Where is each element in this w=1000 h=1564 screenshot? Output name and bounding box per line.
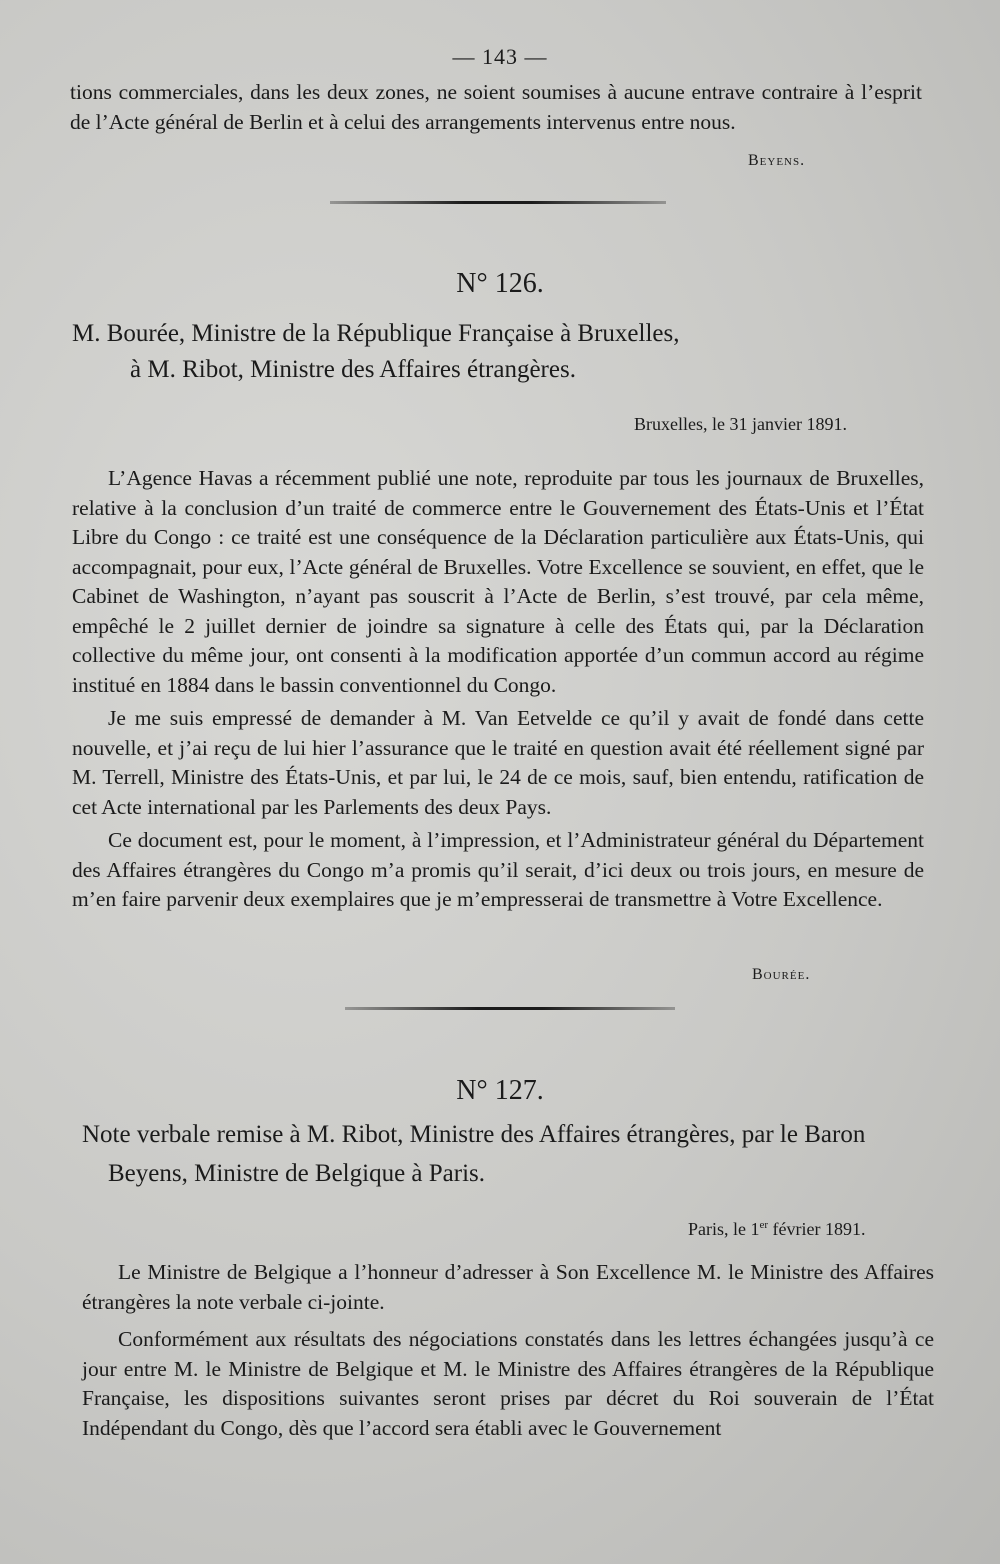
doc-126-paragraph-2: Je me suis empressé de demander à M. Van Eetvelde ce qu’il y avait de fondé dans cette nouvelle, et j’ai reçu de lui hier l’assurance que le traité en question avait été réellement signé par M. Terrell, Ministre des États-Unis, et par lui, le 24 de ce mois, sauf, bien entendu, ratification de cet Acte international par les Parlements des deux Pays. xyxy=(72,706,924,819)
doc-127-dateline xyxy=(688,1219,866,1240)
doc-126-paragraph-1: L’Agence Havas a récemment publié une note, reproduite par tous les journaux de Bruxelles, relative à la conclusion d’un traité de commerce entre le Gouvernement des États-Unis et l’État Libre du Congo : ce traité est une conséquence de la Déclaration particulière aux États-Unis, qui accompagnait, pour eux, l’Acte général de Bruxelles. Votre Excellence se souvient, en effet, que le Cabinet de Washington, n’ayant pas souscrit à l’Acte de Berlin, s’est trouvé, par cela même, empêché le 2 juillet dernier de joindre sa signature à celle des États qui, par la Déclaration collective du même jour, ont consenti à la modification apportée d’un commun accord au régime institué en 1884 dans le bassin conventionnel du Congo. xyxy=(72,466,924,697)
section-divider xyxy=(330,201,666,204)
page-number: — 143 — xyxy=(452,44,548,69)
doc-126-body xyxy=(72,464,924,915)
doc-127-body xyxy=(82,1258,934,1443)
doc-127-dateline-post: février 1891. xyxy=(768,1219,866,1239)
doc-127-heading-line1: Note verbale remise à M. Ribot, Ministre des Affaires étrangères, par le Baron xyxy=(82,1121,866,1148)
doc-126-heading-to xyxy=(130,353,930,387)
doc-126-number: N° 126. xyxy=(456,268,544,299)
signature-beyens: Beyens. xyxy=(748,152,806,169)
doc-127-paragraph-2: Conformément aux résultats des négociations constatés dans les lettres échangées jusqu’à ce jour entre M. le Ministre de Belgique et M. le Ministre des Affaires étrangères de la République Française, les dispositions suivantes seront prises par décret du Roi souverain de l’État Indépendant du Congo, dès que l’accord sera établi avec le Gouvernement xyxy=(82,1327,934,1440)
doc-127-dateline-pre: Paris, le 1 xyxy=(688,1219,760,1239)
doc-127-dateline-sup: er xyxy=(759,1219,769,1231)
signature-bouree: Bourée. xyxy=(752,966,811,983)
section-divider-2 xyxy=(345,1007,675,1010)
doc-126-dateline: Bruxelles, le 31 janvier 1891. xyxy=(634,414,847,434)
continuation-paragraph: tions commerciales, dans les deux zones, ne soient soumises à aucune entrave contraire à l’esprit de l’Acte général de Berlin et à celui des arrangements intervenus entre nous. xyxy=(70,80,922,134)
doc-126-heading-to-text: à M. Ribot, Ministre des Affaires étrangères. xyxy=(130,356,576,383)
doc-127-heading-line2: Beyens, Ministre de Belgique à Paris. xyxy=(108,1160,486,1187)
doc-127-paragraph-1: Le Ministre de Belgique a l’honneur d’adresser à Son Excellence M. le Ministre des Affaires étrangères la note verbale ci-jointe. xyxy=(82,1260,934,1314)
doc-126-paragraph-3: Ce document est, pour le moment, à l’impression, et l’Administrateur général du Département des Affaires étrangères du Congo m’a promis qu’il serait, d’ici deux ou trois jours, en mesure de m’en faire parvenir deux exemplaires que je m’empresserai de transmettre à Votre Excellence. xyxy=(72,828,924,911)
doc-126-heading-from xyxy=(72,317,932,351)
doc-127-number: N° 127. xyxy=(456,1075,544,1106)
doc-126-heading-from-text: M. Bourée, Ministre de la République Française à Bruxelles, xyxy=(72,320,680,347)
